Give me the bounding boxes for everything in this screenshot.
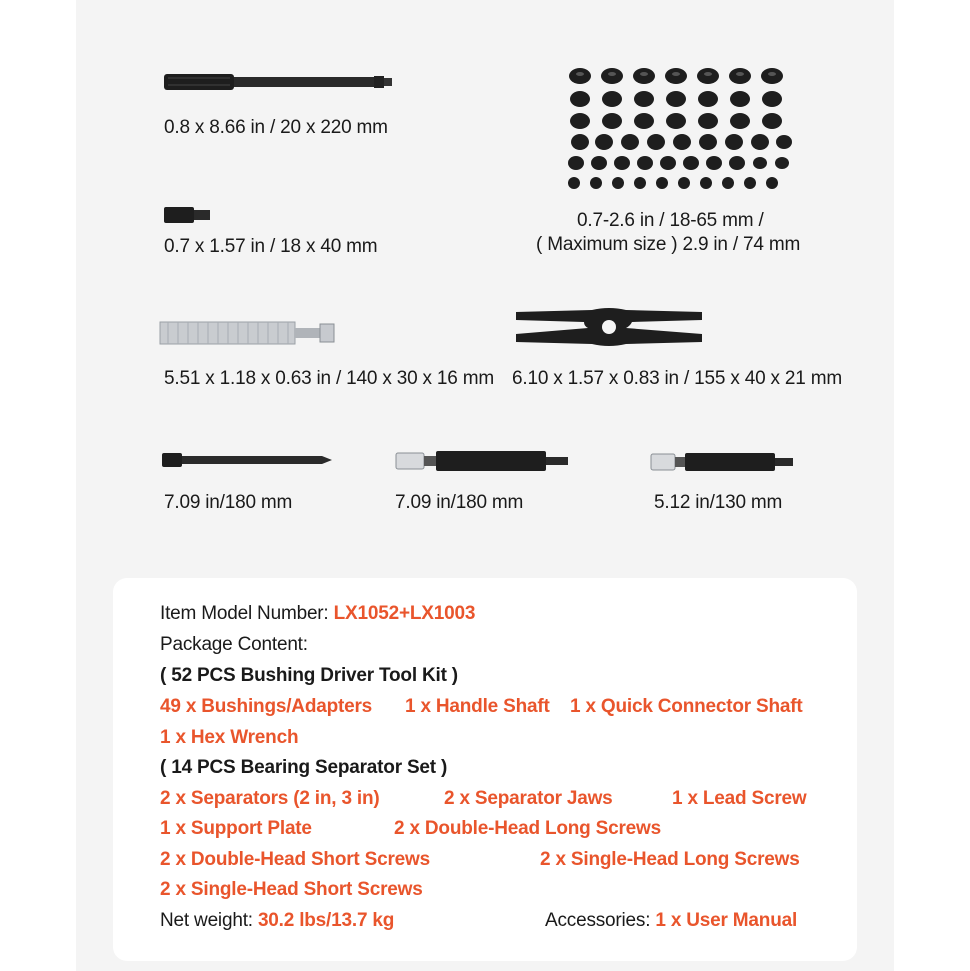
kit1-item: 1 x Hex Wrench (160, 727, 299, 748)
handle-shaft-label: 0.8 x 8.66 in / 20 x 220 mm (164, 117, 388, 138)
net-weight-value: 30.2 lbs/13.7 kg (257, 910, 395, 931)
kit2-item: 2 x Single-Head Short Screws (160, 879, 423, 900)
kit2-item: 2 x Separators (2 in, 3 in) (160, 788, 380, 809)
handle-shaft-image (160, 70, 395, 96)
kit2-item: 2 x Double-Head Short Screws (160, 849, 430, 870)
single-head-screw-image (160, 450, 335, 470)
kit1-item: 1 x Quick Connector Shaft (570, 696, 803, 717)
kit2-item: 1 x Support Plate (160, 818, 312, 839)
kit2-item: 2 x Single-Head Long Screws (540, 849, 800, 870)
model-number-line (160, 603, 475, 625)
model-number-value: LX1052+LX1003 (333, 603, 476, 624)
bushings-label-line2: ( Maximum size ) 2.9 in / 74 mm (536, 234, 801, 255)
quick-connector-image (162, 205, 214, 225)
kit2-item: 1 x Lead Screw (672, 788, 807, 809)
bushings-image (560, 64, 800, 194)
kit2-item: 2 x Separator Jaws (444, 788, 613, 809)
accessories-value: 1 x User Manual (655, 910, 798, 931)
kit1-item: 1 x Handle Shaft (405, 696, 550, 717)
kit2-item: 2 x Double-Head Long Screws (394, 818, 661, 839)
model-number-label: Item Model Number: (160, 603, 334, 624)
double-head-short-screw-image (647, 450, 797, 474)
package-content-label: Package Content: (160, 634, 308, 655)
kit2-title: ( 14 PCS Bearing Separator Set ) (160, 757, 448, 778)
kit1-title: ( 52 PCS Bushing Driver Tool Kit ) (160, 665, 458, 686)
net-weight-line (160, 910, 394, 932)
double-head-long-screw-label: 7.09 in/180 mm (395, 492, 524, 513)
separator-jaw-image (512, 302, 707, 352)
double-head-short-screw-label: 5.12 in/130 mm (654, 492, 783, 513)
double-head-long-screw-image (392, 448, 572, 474)
quick-connector-label: 0.7 x 1.57 in / 18 x 40 mm (164, 236, 378, 257)
accessories-label: Accessories: (545, 910, 656, 931)
accessories-line (545, 910, 797, 932)
support-plate-label: 5.51 x 1.18 x 0.63 in / 140 x 30 x 16 mm (164, 368, 494, 389)
bushings-label-line1: 0.7-2.6 in / 18-65 mm / (577, 210, 764, 231)
kit1-item: 49 x Bushings/Adapters (160, 696, 373, 717)
net-weight-label: Net weight: (160, 910, 258, 931)
single-head-screw-label: 7.09 in/180 mm (164, 492, 293, 513)
separator-jaw-label: 6.10 x 1.57 x 0.83 in / 155 x 40 x 21 mm (512, 368, 842, 389)
support-plate-image (158, 318, 340, 348)
